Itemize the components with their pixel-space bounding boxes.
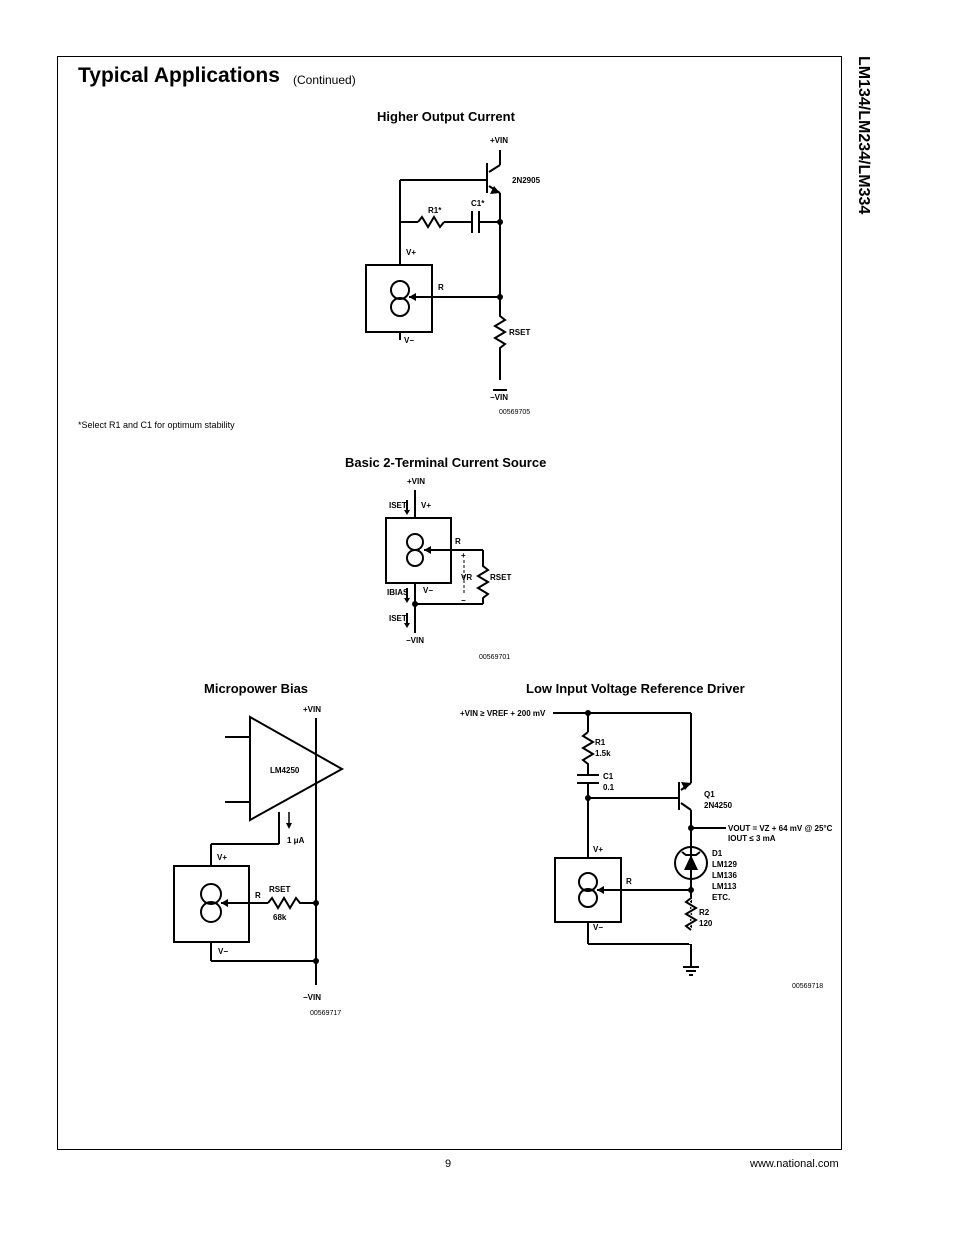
fig2-title: Basic 2-Terminal Current Source [345,455,547,470]
fig1-node [497,219,503,225]
svg-text:+VIN ≥ VREF + 200 mV: +VIN ≥ VREF + 200 mV [460,709,546,718]
svg-text:R: R [438,283,444,292]
fig4-r-arrow [597,886,604,894]
svg-text:C1*: C1* [471,199,485,208]
svg-text:−VIN: −VIN [490,393,509,402]
svg-text:68k: 68k [273,913,287,922]
svg-text:−VIN: −VIN [303,993,322,1002]
svg-text:IOUT ≤ 3 mA: IOUT ≤ 3 mA [728,834,776,843]
fig1-schematic [366,150,507,390]
svg-text:R1: R1 [595,738,606,747]
fig4-node [585,710,591,716]
svg-text:V−: V− [404,336,415,345]
svg-text:V−: V− [593,923,604,932]
svg-text:V+: V+ [421,501,432,510]
svg-text:−VIN: −VIN [406,636,425,645]
section-title: Typical Applications [78,64,280,87]
fig2-code: 00569701 [479,654,511,661]
fig4-node [688,825,694,831]
svg-text:+: + [461,551,466,560]
fig1-title: Higher Output Current [377,109,515,124]
svg-text:R: R [626,877,632,886]
fig1-labels [404,136,541,402]
svg-text:IBIAS: IBIAS [387,588,409,597]
svg-text:VR: VR [461,573,473,582]
fig2-schematic [386,490,488,633]
svg-text:2N4250: 2N4250 [704,801,733,810]
svg-text:V−: V− [423,586,434,595]
fig2-r-arrow [424,546,431,554]
fig3-node [313,958,319,964]
fig3-node [313,900,319,906]
fig3-schematic [174,717,342,985]
svg-text:D1: D1 [712,849,723,858]
fig1-node [497,294,503,300]
continued-label: (Continued) [293,73,356,87]
svg-text:R: R [255,891,261,900]
svg-text:−: − [461,596,466,605]
svg-text:V−: V− [218,947,229,956]
svg-text:ISET: ISET [389,501,407,510]
side-title: LM134/LM234/LM334 [855,56,872,215]
svg-text:VOUT = VZ + 64 mV @ 25°C: VOUT = VZ + 64 mV @ 25°C [728,824,833,833]
fig2-ibias-arrow [404,598,410,603]
fig4-labels [460,709,833,932]
svg-text:ETC.: ETC. [712,893,731,902]
svg-text:R: R [455,537,461,546]
svg-text:LM113: LM113 [712,882,737,891]
svg-text:1.5k: 1.5k [595,749,611,758]
svg-text:LM4250: LM4250 [270,766,300,775]
fig2-node [412,601,418,607]
fig2-labels [387,477,511,645]
svg-text:+VIN: +VIN [303,705,322,714]
fig2-iset-arrow [404,623,410,628]
svg-text:+VIN: +VIN [407,477,426,486]
fig4-code: 00569718 [792,983,824,990]
fig4-node [688,887,694,893]
svg-text:V+: V+ [406,248,417,257]
svg-text:RSET: RSET [490,573,512,582]
fig1-code: 00569705 [499,409,531,416]
fig3-current-arrow [286,823,292,829]
svg-text:R2: R2 [699,908,710,917]
fig1-r-arrow [409,293,416,301]
svg-text:C1: C1 [603,772,614,781]
svg-text:RSET: RSET [509,328,531,337]
page-number: 9 [445,1158,452,1170]
fig4-schematic [553,713,726,975]
svg-text:R1*: R1* [428,206,442,215]
svg-text:Q1: Q1 [704,790,715,799]
svg-text:RSET: RSET [269,885,291,894]
svg-text:V+: V+ [593,845,604,854]
svg-text:0.1: 0.1 [603,783,615,792]
fig3-title: Micropower Bias [204,681,309,696]
svg-text:LM136: LM136 [712,871,737,880]
svg-text:ISET: ISET [389,614,407,623]
fig4-zener [684,855,698,870]
svg-text:2N2905: 2N2905 [512,176,541,185]
fig1-note: *Select R1 and C1 for optimum stability [78,420,235,430]
fig3-code: 00569717 [310,1010,342,1017]
fig4-title: Low Input Voltage Reference Driver [526,681,745,696]
fig3-r-arrow [221,899,228,907]
svg-text:1 μA: 1 μA [287,836,305,845]
svg-text:V+: V+ [217,853,228,862]
footer-site: www.national.com [750,1158,839,1170]
fig2-iset-arrow [404,510,410,515]
fig4-node [585,795,591,801]
svg-text:+VIN: +VIN [490,136,509,145]
svg-text:120: 120 [699,919,713,928]
svg-text:LM129: LM129 [712,860,737,869]
